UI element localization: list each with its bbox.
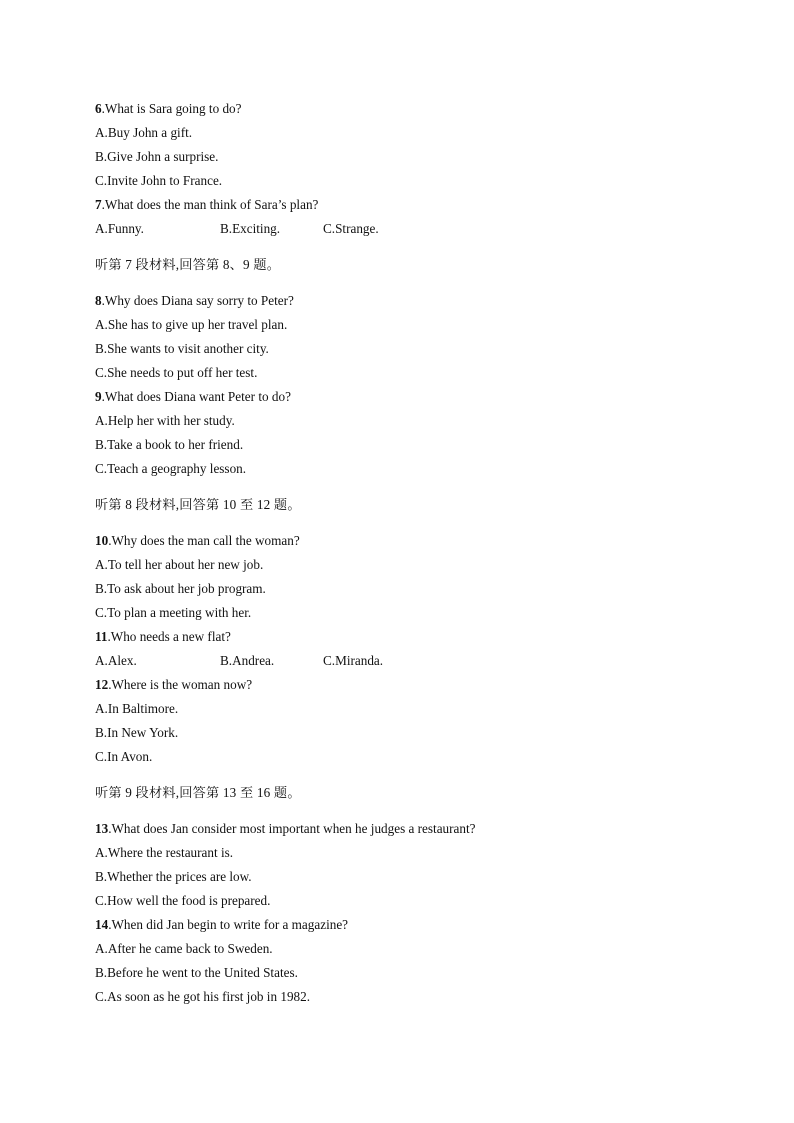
question-14 [95, 913, 735, 937]
option-12-c: C.In Avon. [95, 749, 153, 764]
option-13-b: B.Whether the prices are low. [95, 869, 252, 884]
option-10-a: A.To tell her about her new job. [95, 557, 264, 572]
option-14-a: A.After he came back to Sweden. [95, 941, 273, 956]
option-12-a: A.In Baltimore. [95, 701, 179, 716]
option-10-b: B.To ask about her job program. [95, 581, 266, 596]
option-7-a: A.Funny. [95, 221, 144, 236]
question-number: 11 [95, 629, 108, 644]
option-10-c: C.To plan a meeting with her. [95, 605, 252, 620]
option-13-a: A.Where the restaurant is. [95, 845, 234, 860]
option-6-b: B.Give John a surprise. [95, 149, 219, 164]
question-number: 6 [95, 101, 102, 116]
option-9-a: A.Help her with her study. [95, 413, 235, 428]
question-number: 9 [95, 389, 102, 404]
question-7 [95, 193, 735, 217]
question-text: .Why does Diana say sorry to Peter? [101, 293, 294, 308]
question-text: .What does Diana want Peter to do? [101, 389, 291, 404]
question-text: .Why does the man call the woman? [108, 533, 300, 548]
question-text: .What is Sara going to do? [101, 101, 242, 116]
question-6 [95, 97, 735, 121]
question-10 [95, 529, 735, 553]
question-number: 8 [95, 293, 102, 308]
section-heading-7: 听第 7 段材料,回答第 8、9 题。 [95, 257, 281, 272]
option-8-b: B.She wants to visit another city. [95, 341, 269, 356]
option-6-a: A.Buy John a gift. [95, 125, 193, 140]
question-text: .What does Jan consider most important when he judges a restaurant? [108, 821, 476, 836]
option-11-a: A.Alex. [95, 653, 137, 668]
option-11-b: B.Andrea. [220, 653, 275, 668]
option-6-c: C.Invite John to France. [95, 173, 223, 188]
question-text: .Where is the woman now? [108, 677, 253, 692]
option-9-c: C.Teach a geography lesson. [95, 461, 247, 476]
question-12 [95, 673, 735, 697]
option-7-b: B.Exciting. [220, 221, 281, 236]
option-7-c: C.Strange. [323, 221, 379, 236]
question-11 [95, 625, 735, 649]
question-number: 12 [95, 677, 109, 692]
question-text: .When did Jan begin to write for a magazine? [108, 917, 349, 932]
question-text: .What does the man think of Sara’s plan? [101, 197, 319, 212]
option-9-b: B.Take a book to her friend. [95, 437, 244, 452]
section-heading-9: 听第 9 段材料,回答第 13 至 16 题。 [95, 785, 301, 800]
question-number: 10 [95, 533, 109, 548]
option-14-c: C.As soon as he got his first job in 1982. [95, 989, 311, 1004]
option-8-a: A.She has to give up her travel plan. [95, 317, 288, 332]
section-heading-8: 听第 8 段材料,回答第 10 至 12 题。 [95, 497, 301, 512]
question-number: 13 [95, 821, 109, 836]
exam-page [95, 97, 735, 1009]
option-8-c: C.She needs to put off her test. [95, 365, 258, 380]
question-8 [95, 289, 735, 313]
options-7 [95, 217, 735, 241]
option-12-b: B.In New York. [95, 725, 179, 740]
options-11 [95, 649, 735, 673]
option-11-c: C.Miranda. [323, 653, 384, 668]
option-14-b: B.Before he went to the United States. [95, 965, 298, 980]
question-number: 7 [95, 197, 102, 212]
option-13-c: C.How well the food is prepared. [95, 893, 271, 908]
question-text: .Who needs a new flat? [107, 629, 231, 644]
question-13 [95, 817, 735, 841]
question-9 [95, 385, 735, 409]
question-number: 14 [95, 917, 109, 932]
